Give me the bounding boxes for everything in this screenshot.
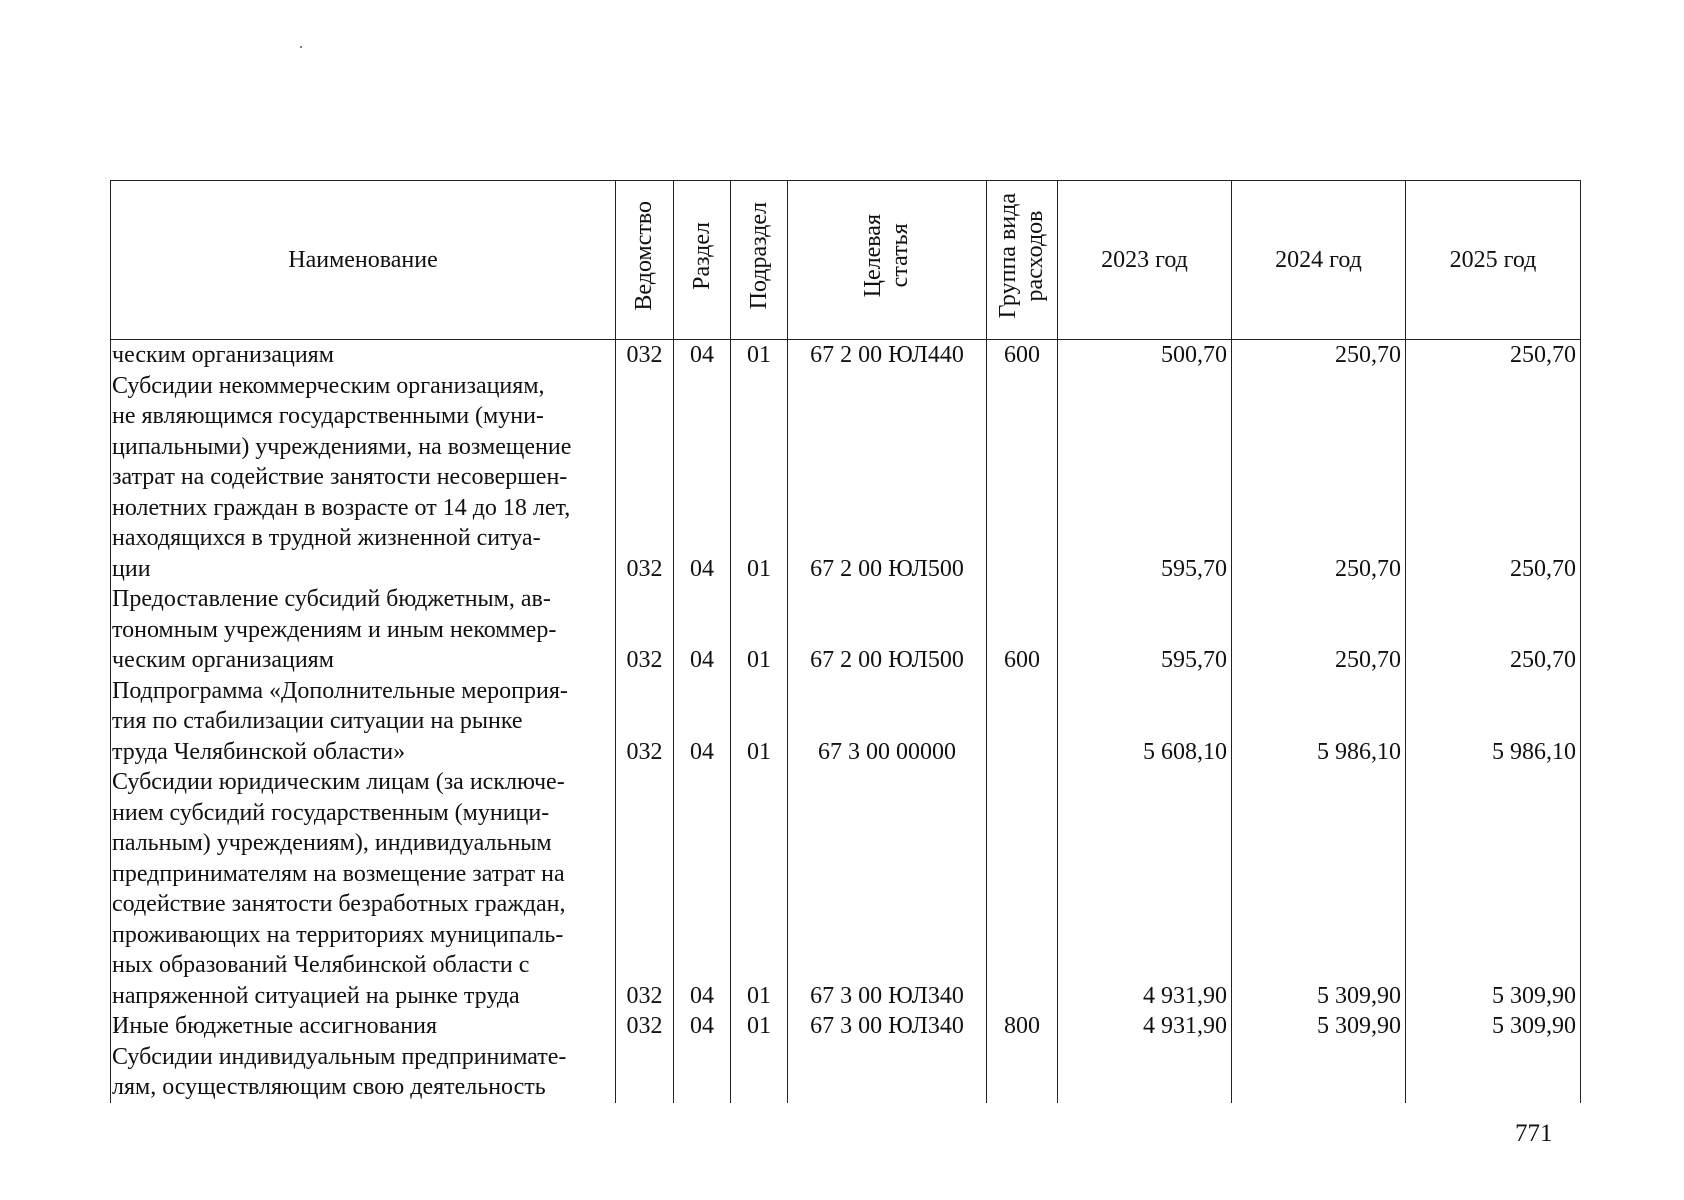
name-line: Субсидии юридическим лицам (за исключе- xyxy=(112,769,565,795)
cell-celevaya-statya xyxy=(788,1042,987,1103)
cell-year-2025: 250,70 xyxy=(1406,371,1581,585)
cell-gruppa-vida-rashodov: 600 xyxy=(987,584,1058,676)
cell-razdel: 04 xyxy=(674,767,731,1011)
cell-year-2025: 5 309,90 xyxy=(1406,767,1581,1011)
cell-name xyxy=(111,1011,616,1042)
cell-podrazdel: 01 xyxy=(731,584,788,676)
name-line: ческим организациям xyxy=(112,342,334,368)
header-name: Наименование xyxy=(111,181,616,340)
cell-year-2024: 250,70 xyxy=(1232,340,1406,371)
cell-year-2025: 5 309,90 xyxy=(1406,1011,1581,1042)
table-row xyxy=(111,1042,1581,1103)
cell-year-2024: 5 309,90 xyxy=(1232,1011,1406,1042)
header-celevaya-statya: Целевая статья xyxy=(788,181,987,340)
cell-year-2025: 250,70 xyxy=(1406,584,1581,676)
cell-celevaya-statya: 67 3 00 00000 xyxy=(788,676,987,768)
cell-year-2023: 595,70 xyxy=(1058,584,1232,676)
name-line: тия по стабилизации ситуации на рынке xyxy=(112,708,523,734)
cell-year-2023: 5 608,10 xyxy=(1058,676,1232,768)
cell-celevaya-statya: 67 2 00 ЮЛ500 xyxy=(788,371,987,585)
name-line: Субсидии индивидуальным предпринимате- xyxy=(112,1043,567,1070)
name-line: затрат на содействие занятости несовершен- xyxy=(112,464,568,490)
cell-razdel: 04 xyxy=(674,340,731,371)
cell-razdel: 04 xyxy=(674,676,731,768)
cell-year-2023: 500,70 xyxy=(1058,340,1232,371)
header-year-2025: 2025 год xyxy=(1406,181,1581,340)
header-gruppa-vida-rashodov: Группа вида расходов xyxy=(987,181,1058,340)
cell-year-2023: 4 931,90 xyxy=(1058,767,1232,1011)
cell-year-2023 xyxy=(1058,1042,1232,1103)
cell-podrazdel: 01 xyxy=(731,1011,788,1042)
cell-celevaya-statya: 67 3 00 ЮЛ340 xyxy=(788,1011,987,1042)
name-line: пальным) учреждениям), индивидуальным xyxy=(112,830,552,856)
cell-podrazdel xyxy=(731,1042,788,1103)
cell-razdel: 04 xyxy=(674,1011,731,1042)
table-row xyxy=(111,1011,1581,1042)
name-line: ческим организациям xyxy=(112,647,334,673)
cell-celevaya-statya: 67 2 00 ЮЛ440 xyxy=(788,340,987,371)
name-line: нолетних граждан в возрасте от 14 до 18 лет, xyxy=(112,494,571,521)
table-body xyxy=(111,340,1581,1103)
table-header-row xyxy=(111,181,1581,340)
header-vedomstvo: Ведомство xyxy=(616,181,674,340)
cell-year-2025 xyxy=(1406,1042,1581,1103)
cell-gruppa-vida-rashodov: 600 xyxy=(987,340,1058,371)
cell-podrazdel: 01 xyxy=(731,676,788,768)
name-line: ципальными) учреждениями, на возмещение xyxy=(112,433,572,460)
cell-year-2024 xyxy=(1232,1042,1406,1103)
cell-name xyxy=(111,340,616,371)
header-podrazdel: Подраздел xyxy=(731,181,788,340)
header-razdel: Раздел xyxy=(674,181,731,340)
header-year-2023: 2023 год xyxy=(1058,181,1232,340)
name-line: труда Челябинской области» xyxy=(112,738,406,765)
cell-vedomstvo: 032 xyxy=(616,340,674,371)
name-line: Подпрограмма «Дополнительные мероприя- xyxy=(112,677,568,704)
cell-vedomstvo: 032 xyxy=(616,767,674,1011)
page-number: 771 xyxy=(1515,1120,1553,1147)
name-line: Иные бюджетные ассигнования xyxy=(112,1013,437,1039)
name-line: тономным учреждениям и иным некоммер- xyxy=(112,616,557,643)
header-year-2024: 2024 год xyxy=(1232,181,1406,340)
cell-year-2025: 250,70 xyxy=(1406,340,1581,371)
table-row xyxy=(111,767,1581,1011)
cell-gruppa-vida-rashodov xyxy=(987,676,1058,768)
name-line: не являющимся государственными (муни- xyxy=(112,403,544,429)
table-row xyxy=(111,676,1581,768)
cell-podrazdel: 01 xyxy=(731,767,788,1011)
name-line: предпринимателям на возмещение затрат на xyxy=(112,860,565,887)
name-line: Субсидии некоммерческим организациям, xyxy=(112,372,545,399)
cell-year-2023: 595,70 xyxy=(1058,371,1232,585)
cell-podrazdel: 01 xyxy=(731,340,788,371)
name-line: проживающих на территориях муниципаль- xyxy=(112,921,564,948)
cell-name xyxy=(111,767,616,1011)
cell-vedomstvo xyxy=(616,1042,674,1103)
cell-year-2025: 5 986,10 xyxy=(1406,676,1581,768)
cell-gruppa-vida-rashodov xyxy=(987,767,1058,1011)
cell-year-2024: 5 986,10 xyxy=(1232,676,1406,768)
cell-year-2023: 4 931,90 xyxy=(1058,1011,1232,1042)
cell-vedomstvo: 032 xyxy=(616,676,674,768)
cell-celevaya-statya: 67 2 00 ЮЛ500 xyxy=(788,584,987,676)
table-row xyxy=(111,371,1581,585)
cell-podrazdel: 01 xyxy=(731,371,788,585)
cell-razdel: 04 xyxy=(674,584,731,676)
cell-name xyxy=(111,1042,616,1103)
name-line: нием субсидий государственным (муници- xyxy=(112,799,550,826)
cell-gruppa-vida-rashodov xyxy=(987,1042,1058,1103)
name-line: лям, осуществляющим свою деятельность xyxy=(112,1074,546,1100)
cell-vedomstvo: 032 xyxy=(616,371,674,585)
cell-celevaya-statya: 67 3 00 ЮЛ340 xyxy=(788,767,987,1011)
cell-name xyxy=(111,371,616,585)
cell-razdel xyxy=(674,1042,731,1103)
name-line: находящихся в трудной жизненной ситуа- xyxy=(112,525,541,551)
cell-vedomstvo: 032 xyxy=(616,1011,674,1042)
cell-vedomstvo: 032 xyxy=(616,584,674,676)
scan-dot xyxy=(300,46,302,48)
cell-year-2024: 250,70 xyxy=(1232,371,1406,585)
table-row xyxy=(111,584,1581,676)
name-line: напряженной ситуацией на рынке труда xyxy=(112,982,520,1009)
cell-gruppa-vida-rashodov: 800 xyxy=(987,1011,1058,1042)
name-line: ции xyxy=(112,555,151,582)
cell-name xyxy=(111,676,616,768)
cell-name xyxy=(111,584,616,676)
name-line: Предоставление субсидий бюджетным, ав- xyxy=(112,586,551,612)
cell-year-2024: 5 309,90 xyxy=(1232,767,1406,1011)
cell-year-2024: 250,70 xyxy=(1232,584,1406,676)
cell-razdel: 04 xyxy=(674,371,731,585)
cell-gruppa-vida-rashodov xyxy=(987,371,1058,585)
table-row xyxy=(111,340,1581,371)
name-line: ных образований Челябинской области с xyxy=(112,952,530,978)
name-line: содействие занятости безработных граждан, xyxy=(112,891,566,917)
budget-table xyxy=(110,180,1581,1103)
